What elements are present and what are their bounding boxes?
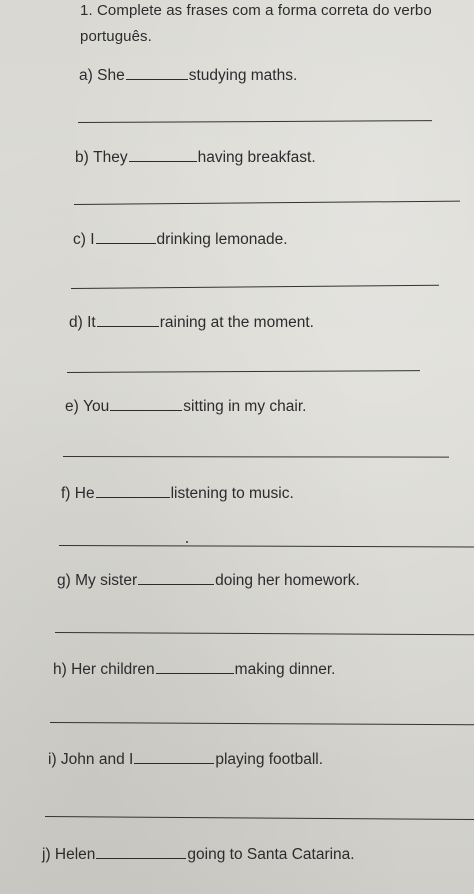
item-rest: drinking lemonade.: [156, 231, 288, 248]
item-rest: playing football.: [215, 751, 324, 768]
item-subject: He: [74, 485, 95, 502]
pen-mark: [186, 541, 188, 543]
item-rest: making dinner.: [234, 661, 336, 678]
item-rest: listening to music.: [170, 485, 294, 502]
exercise-item-b: [75, 148, 316, 167]
exercise-item-e: [65, 397, 306, 416]
item-subject: My sister: [75, 572, 138, 589]
fill-in-blank[interactable]: [138, 571, 214, 585]
exercise-item-j: [42, 845, 355, 864]
item-letter: a): [79, 67, 93, 84]
item-letter: d): [69, 314, 83, 331]
item-letter: b): [75, 149, 89, 166]
item-subject: John and I: [60, 751, 134, 768]
fill-in-blank[interactable]: [96, 484, 170, 498]
answer-line-f[interactable]: [59, 545, 474, 547]
answer-line-e[interactable]: [63, 456, 449, 458]
exercise-item-i: [48, 750, 323, 769]
item-subject: They: [93, 149, 128, 166]
exercise-item-f: [61, 484, 294, 503]
item-letter: g): [57, 572, 71, 589]
item-rest: sitting in my chair.: [183, 398, 307, 415]
answer-line-b[interactable]: [74, 201, 460, 205]
fill-in-blank[interactable]: [96, 230, 156, 244]
item-subject: I: [90, 231, 95, 248]
item-subject: Helen: [54, 846, 96, 863]
fill-in-blank[interactable]: [156, 660, 234, 674]
exercise-item-d: [69, 313, 314, 332]
item-rest: raining at the moment.: [159, 314, 314, 331]
item-letter: c): [73, 231, 86, 248]
instruction-line-1: 1. Complete as frases com a forma correta do verbo: [80, 2, 432, 19]
instruction-line-2: português.: [80, 28, 152, 45]
item-letter: e): [65, 398, 79, 415]
answer-line-h[interactable]: [50, 722, 474, 725]
item-subject: Her children: [71, 661, 155, 678]
item-subject: You: [83, 398, 110, 415]
fill-in-blank[interactable]: [110, 397, 182, 411]
fill-in-blank[interactable]: [134, 750, 214, 764]
item-letter: h): [53, 661, 67, 678]
item-subject: It: [87, 314, 96, 331]
item-letter: i): [48, 751, 57, 768]
exercise-item-c: [73, 230, 288, 249]
item-rest: studying maths.: [188, 67, 298, 84]
answer-line-c[interactable]: [71, 285, 439, 289]
fill-in-blank[interactable]: [96, 845, 186, 859]
fill-in-blank[interactable]: [129, 148, 197, 162]
item-rest: having breakfast.: [197, 149, 316, 166]
fill-in-blank[interactable]: [97, 313, 159, 327]
item-rest: going to Santa Catarina.: [187, 846, 355, 863]
exercise-item-h: [53, 660, 335, 679]
exercise-item-g: [57, 571, 360, 590]
exercise-item-a: [79, 66, 297, 85]
answer-line-a[interactable]: [78, 120, 432, 123]
answer-line-d[interactable]: [67, 370, 420, 373]
item-letter: j): [42, 846, 51, 863]
fill-in-blank[interactable]: [126, 66, 188, 80]
item-subject: She: [97, 67, 125, 84]
answer-line-g[interactable]: [55, 632, 474, 635]
item-letter: f): [61, 485, 71, 502]
item-rest: doing her homework.: [215, 572, 360, 589]
answer-line-i[interactable]: [45, 816, 474, 820]
